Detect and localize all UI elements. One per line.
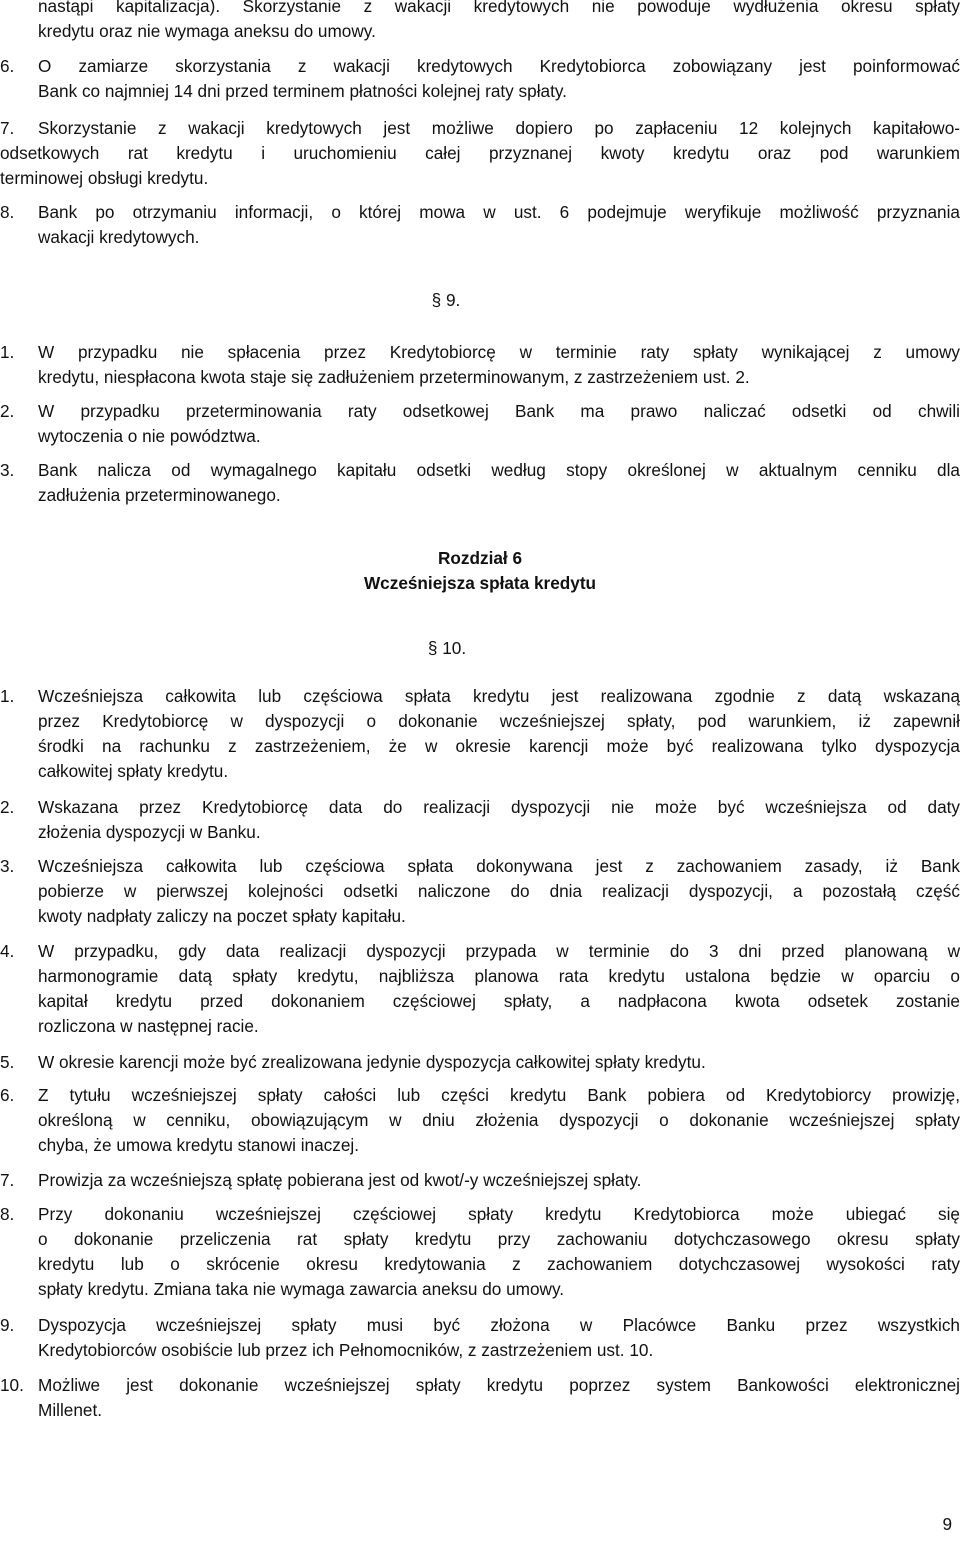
text-line: określoną w cenniku, obowiązującym w dniu złożenia dyspozycji o dokonanie wcześniejszej spłaty — [38, 1110, 960, 1130]
text-line: Bank po otrzymaniu informacji, o której mowa w ust. 6 podejmuje weryfikuje możliwość przyznania — [38, 202, 960, 222]
text-line: harmonogramie datą spłaty kredytu, najbliższa planowa rata kredytu ustalona będzie w oparciu o — [38, 966, 960, 986]
text-line: terminowej obsługi kredytu. — [0, 168, 209, 188]
text-line: kredytu, niespłacona kwota staje się zadłużeniem przeterminowanym, z zastrzeżeniem ust. 2. — [38, 367, 750, 387]
text-line: rozliczona w następnej racie. — [38, 1016, 259, 1036]
section-10-label: § 10. — [427, 638, 467, 658]
text-line: całkowitej spłaty kredytu. — [38, 761, 229, 781]
text-line: Przy dokonaniu wcześniejszej częściowej spłaty kredytu Kredytobiorca może ubiegać się — [38, 1204, 960, 1224]
par9-item-2 — [0, 399, 960, 449]
text-line: kwoty nadpłaty zaliczy na poczet spłaty kapitału. — [38, 906, 406, 926]
par10-item-8 — [0, 1202, 960, 1302]
par10-item-2 — [0, 795, 960, 845]
par10-item-7 — [0, 1168, 960, 1193]
text-line: nastąpi kapitalizacja). Skorzystanie z wakacji kredytowych nie powoduje wydłużenia okresu spłaty — [38, 0, 960, 16]
item-number: 8. — [0, 1204, 15, 1224]
item-number: 8. — [0, 202, 15, 222]
text-line: chyba, że umowa kredytu stanowi inaczej. — [38, 1135, 359, 1155]
par10-item-4 — [0, 939, 960, 1039]
text-line: kredytu lub o skrócenie okresu kredytowania z zachowaniem dotychczasowej wysokości raty — [38, 1254, 960, 1274]
par10-item-5 — [0, 1050, 960, 1075]
text-line: wakacji kredytowych. — [38, 227, 200, 247]
text-line: odsetkowych rat kredytu i uruchomieniu całej przyznanej kwoty kredytu oraz pod warunkiem — [0, 143, 960, 163]
text-line: złożenia dyspozycji w Banku. — [38, 822, 261, 842]
par10-item-1 — [0, 684, 960, 784]
text-line: zadłużenia przeterminowanego. — [38, 485, 281, 505]
top-item-8 — [0, 200, 960, 250]
text-line: Prowizja za wcześniejszą spłatę pobierana jest od kwot/-y wcześniejszej spłaty. — [38, 1170, 642, 1190]
continuation-text — [0, 0, 960, 44]
page-number: 9 — [942, 1514, 952, 1534]
chapter-title — [0, 546, 960, 596]
text-line: W okresie karencji może być zrealizowana jedynie dyspozycja całkowitej spłaty kredytu. — [38, 1052, 706, 1072]
text-line: o dokonanie przeliczenia rat spłaty kredytu przy zachowaniu dotychczasowego okresu spłaty — [38, 1229, 960, 1249]
par10-item-9 — [0, 1313, 960, 1363]
par10-item-6 — [0, 1083, 960, 1158]
par10-item-3 — [0, 854, 960, 929]
text-line: Wskazana przez Kredytobiorcę data do realizacji dyspozycji nie może być wcześniejsza od daty — [38, 797, 960, 817]
chapter-subtitle: Wcześniejsza spłata kredytu — [363, 573, 597, 593]
item-number: 2. — [0, 797, 15, 817]
text-line: O zamiarze skorzystania z wakacji kredytowych Kredytobiorca zobowiązany jest poinformować — [38, 56, 960, 76]
text-line: Dyspozycja wcześniejszej spłaty musi być złożona w Placówce Banku przez wszystkich — [38, 1315, 960, 1335]
item-number: 7. — [0, 1170, 15, 1190]
item-number: 2. — [0, 401, 15, 421]
text-line: W przypadku, gdy data realizacji dyspozycji przypada w terminie do 3 dni przed planowaną w — [38, 941, 960, 961]
item-number: 5. — [0, 1052, 15, 1072]
item-number: 1. — [0, 342, 15, 362]
text-line: przez Kredytobiorcę w dyspozycji o dokonanie wcześniejszej spłaty, pod warunkiem, iż zapewnił — [38, 711, 960, 731]
text-line: Skorzystanie z wakacji kredytowych jest możliwe dopiero po zapłaceniu 12 kolejnych kapitałowo- — [38, 118, 960, 138]
item-number: 7. — [0, 118, 15, 138]
item-number: 3. — [0, 856, 15, 876]
text-line: Z tytułu wcześniejszej spłaty całości lub części kredytu Bank pobiera od Kredytobiorcy prowizję, — [38, 1085, 960, 1105]
top-item-7 — [0, 116, 960, 191]
item-number: 9. — [0, 1315, 15, 1335]
item-number: 6. — [0, 1085, 15, 1105]
par10-item-10 — [0, 1373, 960, 1423]
par9-item-3 — [0, 458, 960, 508]
chapter-number: Rozdział 6 — [437, 548, 523, 568]
section-9-label: § 9. — [431, 290, 461, 310]
text-line: kredytu oraz nie wymaga aneksu do umowy. — [38, 21, 376, 41]
item-number: 3. — [0, 460, 15, 480]
text-line: wytoczenia o nie powództwa. — [38, 426, 261, 446]
item-number: 6. — [0, 56, 15, 76]
text-line: Wcześniejsza całkowita lub częściowa spłata dokonywana jest z zachowaniem zasady, iż Bank — [38, 856, 960, 876]
text-line: kapitał kredytu przed dokonaniem częściowej spłaty, a nadpłacona kwota odsetek zostanie — [38, 991, 960, 1011]
text-line: Millenet. — [38, 1400, 102, 1420]
text-line: W przypadku przeterminowania raty odsetkowej Bank ma prawo naliczać odsetki od chwili — [38, 401, 960, 421]
text-line: Możliwe jest dokonanie wcześniejszej spłaty kredytu poprzez system Bankowości elektronicznej — [38, 1375, 960, 1395]
text-line: pobierze w pierwszej kolejności odsetki naliczone do dnia realizacji dyspozycji, a pozostałą część — [38, 881, 960, 901]
text-line: Kredytobiorców osobiście lub przez ich Pełnomocników, z zastrzeżeniem ust. 10. — [38, 1340, 654, 1360]
text-line: spłaty kredytu. Zmiana taka nie wymaga zawarcia aneksu do umowy. — [38, 1279, 565, 1299]
par9-item-1 — [0, 340, 960, 390]
text-line: Bank co najmniej 14 dni przed terminem płatności kolejnej raty spłaty. — [38, 81, 567, 101]
text-line: środki na rachunku z zastrzeżeniem, że w okresie karencji może być realizowana tylko dyspozycja — [38, 736, 960, 756]
item-number: 1. — [0, 686, 15, 706]
top-item-6 — [0, 54, 960, 104]
text-line: W przypadku nie spłacenia przez Kredytobiorcę w terminie raty spłaty wynikającej z umowy — [38, 342, 960, 362]
item-number: 10. — [0, 1375, 24, 1395]
item-number: 4. — [0, 941, 15, 961]
text-line: Bank nalicza od wymagalnego kapitału odsetki według stopy określonej w aktualnym cenniku dla — [38, 460, 960, 480]
text-line: Wcześniejsza całkowita lub częściowa spłata kredytu jest realizowana zgodnie z datą wskazaną — [38, 686, 960, 706]
